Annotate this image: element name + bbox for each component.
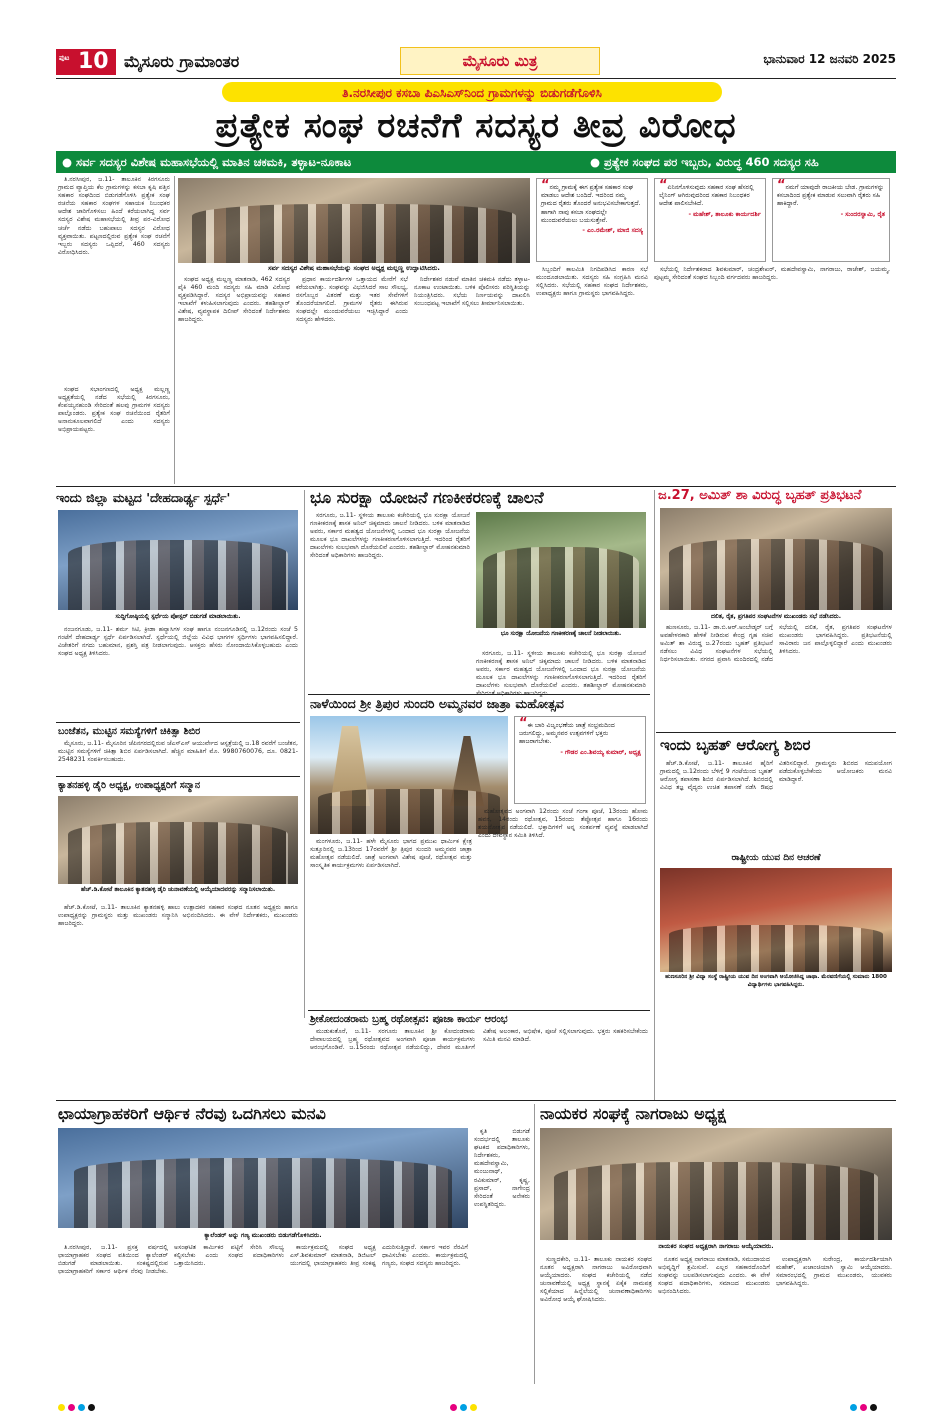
kyathanahalli-body-text: ಹೆಚ್.ಡಿ.ಕೋಟೆ, ಜ.11- ತಾಲೂಕಿನ ಕ್ಯಾತನಹಳ್ಳಿ ಹಾಲು ಉತ್ಪಾದಕರ ಸಹಕಾರ ಸಂಘದ ನೂತನ ಅಧ್ಯಕ್ಷರು ಹಾಗೂ ಉಪಾಧ್ಯಕ್ಷರನ್ನು ಗ್ರಾಮಸ್ಥರು ಮತ್ತು ಮುಖಂಡರು ಸನ್ಮಾನಿಸಿ ಅಭಿನಂದಿಸಿದರು. ಈ ವೇಳೆ ನಿರ್ದೇಶಕರು, ಮುಖಂಡರು ಹಾಜರಿದ್ದರು. <box>58 904 298 928</box>
nayaka-headline: ನಾಯಕರ ಸಂಘಕ್ಕೆ ನಾಗರಾಜು ಅಧ್ಯಕ್ಷ <box>540 1104 726 1123</box>
lead-quote-3-by: - ಸುಂದರಸ್ವಾಮಿ, ರೈತ <box>840 210 885 218</box>
lead-quote-3-text: ನಮಗೆ ಯಾವುದೇ ರಾಜಕೀಯ ಬೇಡ. ಗ್ರಾಮಗಳನ್ನು ಕಸಬಾದಿಂದ ಪ್ರತ್ಯೇಕ ಮಾಡುವ ಸಲುವಾಗಿ ರೈತರು ಸಹಿ ಹಾಕಿದ್ದಾರೆ. <box>777 184 884 208</box>
lead-body-3-text: ಸಂಘದ ಅಧ್ಯಕ್ಷ ಮಲ್ಲಣ್ಣ ಮಾತನಾಡಿ, 462 ಸದಸ್ಯರ ಪೈಕಿ 460 ಮಂದಿ ಸದಸ್ಯರು ಸಹಿ ಮಾಡಿ ವಿರೋಧ ವ್ಯಕ್ತಪಡಿಸಿದ್ದಾರೆ. ಸದಸ್ಯರ ಅಭಿಪ್ರಾಯವನ್ನು ಸಹಕಾರ ಇಲಾಖೆಗೆ ಕಳುಹಿಸಲಾಗುವುದು ಎಂದರು. ತಹಶೀಲ್ದಾರ್ ವಿಶೇಷ, ವ್ಯವಸ್ಥಾಪಕ ದಿಲೀಪ್ ಸೇರಿದಂತೆ ನಿರ್ದೇಶಕರು ಹಾಜರಿದ್ದರು. <box>178 276 290 324</box>
lead-body-7-text: ಸಭೆಯಲ್ಲಿ ನಿರ್ದೇಶಕರಾದ ಶಿವಕುಮಾರ್, ಚಂದ್ರಶೇಖರ್, ಮಹದೇವಸ್ವಾಮಿ, ನಾಗರಾಜು, ರಾಜೇಶ್, ಜಯಮ್ಮ, ಪುಟ್ಟಮ್ಮ ಸೇರಿದಂತೆ ಸಂಘದ ಸಿಬ್ಬಂದಿ ವರ್ಗದವರು ಹಾಜರಿದ್ದರು. <box>654 266 890 282</box>
shrikodandarama-body-text: ಮುಡುಕುತೊರೆ, ಜ.11- ಸರಗೂರು ತಾಲೂಕಿನ ಶ್ರೀ ಕೋದಂಡರಾಮ ದೇವಾಲಯದಲ್ಲಿ ಬ್ರಹ್ಮ ರಥೋತ್ಸವದ ಅಂಗವಾಗಿ ಪೂಜಾ ಕಾರ್ಯಕ್ರಮಗಳು ಆರಂಭಗೊಂಡಿವೆ. ಜ.15ರಂದು ರಥೋತ್ಸವ ನಡೆಯಲಿದ್ದು, ದೇವರ ಮೂರ್ತಿಗೆ ವಿಶೇಷ ಅಲಂಕಾರ, ಅಭಿಷೇಕ, ಪೂಜೆ ಸಲ್ಲಿಸಲಾಗುವುದು. ಭಕ್ತರು ಸಹಕರಿಸಬೇಕೆಂದು ಸಮಿತಿ ಮನವಿ ಮಾಡಿದೆ. <box>310 1028 648 1052</box>
photographer-body-1-text: ತಿ.ನರಸೀಪುರ, ಜ.11- ಪ್ರಸಕ್ತ ವರ್ಷದಲ್ಲಿ ಛಾಯಾಗ್ರಾಹಕರ ಸಂಘದ ವತಿಯಿಂದ ಕ್ಯಾಲೆಂಡರ್ ಬಿಡುಗಡೆ ಮಾಡಲಾಯಿತು. ಸಂಕಷ್ಟದಲ್ಲಿರುವ ಛಾಯಾಗ್ರಾಹಕರಿಗೆ ಸರ್ಕಾರ ಆರ್ಥಿಕ ನೆರವು ನೀಡಬೇಕು. ಅಸಂಘಟಿತ ಕಾರ್ಮಿಕರ ಪಟ್ಟಿಗೆ ಸೇರಿಸಿ ಸೌಲಭ್ಯ ಕಲ್ಪಿಸಬೇಕು ಎಂದು ಸಂಘದ ಪದಾಧಿಕಾರಿಗಳು ಒತ್ತಾಯಿಸಿದರು. <box>58 1244 284 1276</box>
page-number-box <box>56 49 116 75</box>
section-rule <box>56 722 300 723</box>
arogya-body-text: ಹೆಚ್.ಡಿ.ಕೋಟೆ, ಜ.11- ತಾಲೂಕಿನ ಹೈರಿಗೆ ಗ್ರಾಮದಲ್ಲಿ ಜ.12ರಂದು ಬೆಳಿಗ್ಗೆ 9 ಗಂಟೆಯಿಂದ ಬೃಹತ್ ಆರೋಗ್ಯ ತಪಾಸಣಾ ಶಿಬಿರ ಏರ್ಪಡಿಸಲಾಗಿದೆ. ಶಿಬಿರದಲ್ಲಿ ವಿವಿಧ ತಜ್ಞ ವೈದ್ಯರು ಉಚಿತ ತಪಾಸಣೆ ನಡೆಸಿ ಔಷಧ ವಿತರಿಸಲಿದ್ದಾರೆ. ಗ್ರಾಮಸ್ಥರು ಶಿಬಿರದ ಸದುಪಯೋಗ ಪಡೆದುಕೊಳ್ಳಬೇಕೆಂದು ಆಯೋಜಕರು ಮನವಿ ಮಾಡಿದ್ದಾರೆ. <box>660 760 892 792</box>
nayaka-photo-people <box>554 1162 878 1240</box>
dehadardhya-photo <box>58 510 298 610</box>
lead-body-4 <box>296 276 408 484</box>
lead-quote-3 <box>772 178 890 262</box>
masthead <box>56 46 896 78</box>
quote-mark-icon: “ <box>777 178 786 193</box>
kyathanahalli-body <box>58 904 298 1016</box>
kyathanahalli-photo-people <box>68 822 289 884</box>
lead-quote-1-by: - ಎಂ.ರಮೇಶ್, ಮಾಜಿ ಸದಸ್ಯ <box>582 227 643 235</box>
bhusuraksha-photo-people <box>483 547 639 628</box>
page-number: 10 <box>78 49 109 74</box>
column-divider <box>174 176 175 484</box>
nayaka-photo <box>540 1128 892 1240</box>
lead-quote-1-text: ನಮ್ಮ ಗ್ರಾಮಕ್ಕೆ ಈಗ ಪ್ರತ್ಯೇಕ ಸಹಕಾರ ಸಂಘ ಮಾಡಲು ಆದೇಶ ಬಂದಿದೆ. ಇದರಿಂದ ನಮ್ಮ ಗ್ರಾಮದ ರೈತರು ತೊಂದರೆ ಅನುಭವಿಸಬೇಕಾಗುತ್ತದೆ. ಹಾಗಾಗಿ ನಾವು ಕಸಬಾ ಸಂಘದಲ್ಲೇ ಮುಂದುವರೆಯಲು ಬಯಸುತ್ತೇವೆ. <box>541 184 641 224</box>
shrikodandarama-headline: ಶ್ರೀಕೋದಂಡರಾಮ ಬ್ರಹ್ಮ ರಥೋತ್ಸವ: ಪೂಜಾ ಕಾರ್ಯ ಆರಂಭ <box>310 1014 508 1025</box>
nayaka-caption: ನಾಯಕರ ಸಂಘದ ಅಧ್ಯಕ್ಷರಾಗಿ ನಾಗರಾಜು ಆಯ್ಕೆಯಾದರು. <box>658 1243 774 1250</box>
shrikodandarama-body <box>310 1028 648 1098</box>
column-divider <box>654 490 655 1100</box>
chikitsa-headline: ಬಂಜೆತನ, ಮುಟ್ಟಿನ ಸಮಸ್ಯೆಗಳಿಗೆ ಚಿಕಿತ್ಸಾ ಶಿಬಿರ <box>58 726 201 737</box>
shah-body <box>660 624 892 728</box>
shah-body-text: ಹುಣಸೂರು, ಜ.11- ಡಾ.ಬಿ.ಆರ್.ಅಂಬೇಡ್ಕರ್ ಬಗ್ಗೆ ಅವಹೇಳನಕಾರಿ ಹೇಳಿಕೆ ನೀಡಿರುವ ಕೇಂದ್ರ ಗೃಹ ಸಚಿವ ಅಮಿತ್ ಶಾ ವಿರುದ್ಧ ಜ.27ರಂದು ಬೃಹತ್ ಪ್ರತಿಭಟನೆ ನಡೆಸಲು ವಿವಿಧ ಸಂಘಟನೆಗಳ ಸಭೆಯಲ್ಲಿ ನಿರ್ಧರಿಸಲಾಯಿತು. ನಗರದ ಪ್ರವಾಸಿ ಮಂದಿರದಲ್ಲಿ ನಡೆದ ಸಭೆಯಲ್ಲಿ ದಲಿತ, ರೈತ, ಪ್ರಗತಿಪರ ಸಂಘಟನೆಗಳ ಮುಖಂಡರು ಭಾಗವಹಿಸಿದ್ದರು. ಪ್ರತಿಭಟನೆಯಲ್ಲಿ ಸಾವಿರಾರು ಜನ ಪಾಲ್ಗೊಳ್ಳಲಿದ್ದಾರೆ ಎಂದು ಮುಖಂಡರು ತಿಳಿಸಿದರು. <box>660 624 892 664</box>
lead-body-1-text: ತಿ.ನರಸೀಪುರ, ಜ.11- ತಾಲೂಕಿನ ಕಿರಗಸೂರು ಗ್ರಾಮದ ವ್ಯಾಪ್ತಿಯ ಕೆಲ ಗ್ರಾಮಗಳನ್ನು ಕಸಬಾ ಕೃಷಿ ಪತ್ತಿನ ಸಹಕಾರ ಸಂಘದಿಂದ ಬಿಡುಗಡೆಗೊಳಿಸಿ ಪ್ರತ್ಯೇಕ ಸಂಘ ರಚನೆಯ ಸಹಕಾರ ಸಂಘಗಳ ಸಹಾಯಕ ನಿಬಂಧಕರ ಆದೇಶ ಜಾರಿಗೊಳಿಸಲು ಹಿಂದೆ ಕರೆಯಲಾಗಿದ್ದ ಸರ್ವ ಸದಸ್ಯರ ವಿಶೇಷ ಮಹಾಸಭೆಯಲ್ಲಿ ತೀವ್ರ ಪರ-ವಿರೋಧ ಚರ್ಚೆ ನಡೆದು ಬಹುಪಾಲು ಸದಸ್ಯರ ವಿರೋಧ ವ್ಯಕ್ತವಾಯಿತು. ಪಟ್ಟಣದಲ್ಲಿರುವ ಪ್ರತ್ಯೇಕ ಸಂಘ ರಚನೆಗೆ ಇಬ್ಬರು ಸದಸ್ಯರು ಒಪ್ಪಿದರೆ, 460 ಸದಸ್ಯರು ವಿರೋಧಿಸಿದರು. <box>58 176 170 256</box>
strap-bullet-icon: ● <box>590 155 601 169</box>
yuvadina-photo <box>660 868 892 972</box>
tripura-body-2 <box>478 808 648 1008</box>
registration-marks-center <box>450 1396 480 1415</box>
quote-mark-icon: “ <box>519 716 528 731</box>
tripura-quote-text: ಈ ಬಾರಿ ವಿಜೃಂಭಣೆಯ ಜಾತ್ರೆ ಸಂಭ್ರಮದಿಂದ ಜರುಗಲಿದ್ದು, ಅಮ್ಮನವರ ಉತ್ಸವಗಳಿಗೆ ಭಕ್ತರು ಹಾಜರಾಗಬೇಕು. <box>519 722 615 746</box>
lead-photo <box>178 178 530 263</box>
shah-photo <box>660 508 892 610</box>
quote-mark-icon: “ <box>541 178 550 193</box>
kyathanahalli-headline: ಕ್ಯಾತನಹಳ್ಳಿ ಡೈರಿ ಅಧ್ಯಕ್ಷ, ಉಪಾಧ್ಯಕ್ಷರಿಗೆ ಸನ್ಮಾನ <box>58 780 200 791</box>
lead-body-6 <box>536 266 648 484</box>
photographer-body-3-text: ಕೃತಿ ಬಿಡುಗಡೆ ಸಂದರ್ಭದಲ್ಲಿ ತಾಲೂಕು ಘಟಕದ ಪದಾಧಿಕಾರಿಗಳು, ನಿರ್ದೇಶಕರು, ಮಹದೇವಸ್ವಾಮಿ, ಮಂಜುನಾಥ್, ರವಿಕುಮಾರ್, ಕೃಷ್ಣ, ಪ್ರಸಾದ್, ನಾಗೇಂದ್ರ ಸೇರಿದಂತೆ ಅನೇಕರು ಉಪಸ್ಥಿತರಿದ್ದರು. <box>474 1128 530 1208</box>
bhusuraksha-headline: ಭೂ ಸುರಕ್ಷಾ ಯೋಜನೆ ಗಣಕೀಕರಣಕ್ಕೆ ಚಾಲನೆ <box>310 488 544 507</box>
nayaka-body-1 <box>540 1256 652 1382</box>
lead-body-2-text: ಸಂಘದ ಸಭಾಂಗಣದಲ್ಲಿ ಅಧ್ಯಕ್ಷ ಮಲ್ಲಣ್ಣ ಅಧ್ಯಕ್ಷತೆಯಲ್ಲಿ ನಡೆದ ಸಭೆಯಲ್ಲಿ ಕಿರಗಸೂರು, ಕೆಂಪಯ್ಯನಹುಂಡಿ ಸೇರಿದಂತೆ ಹಲವು ಗ್ರಾಮಗಳ ಸದಸ್ಯರು ಪಾಲ್ಗೊಂಡರು. ಪ್ರತ್ಯೇಕ ಸಂಘ ರಚನೆಯಿಂದ ರೈತರಿಗೆ ಅನಾನುಕೂಲವಾಗಲಿದೆ ಎಂದು ಸದಸ್ಯರು ಅಭಿಪ್ರಾಯಪಟ್ಟರು. <box>58 386 170 434</box>
section-name: ಮೈಸೂರು ಗ್ರಾಮಾಂತರ <box>124 52 240 71</box>
dehadardhya-headline: ಇಂದು ಜಿಲ್ಲಾ ಮಟ್ಟದ 'ದೇಹದಾರ್ಢ್ಯ ಸ್ಪರ್ಧೆ' <box>56 490 231 505</box>
lead-quote-2-text: ಏನಿನಗೊಳಿಸುವುದು ಸಹಕಾರ ಸಂಘ ಹೆಸರಲ್ಲಿ ಲೈನಿಂಗ್ ಆಗಿರುವುದರಿಂದ ಸಹಕಾರ ನಿಬಂಧಕರ ಆದೇಶ ಪಾಲಿಸಬೇಕಿದೆ. <box>659 184 754 208</box>
section-rule <box>56 1100 896 1101</box>
photographer-body-1 <box>58 1244 284 1382</box>
dehadardhya-caption: ಸುದ್ದಿಗೋಷ್ಠಿಯಲ್ಲಿ ಸ್ಪರ್ಧೆಯ ಪೋಸ್ಟರ್ ಬಿಡುಗಡೆ ಮಾಡಲಾಯಿತು. <box>115 613 241 620</box>
section-rule <box>56 776 300 777</box>
lead-body-5 <box>414 276 530 484</box>
nayaka-body-2 <box>658 1256 770 1382</box>
dehadardhya-body <box>58 626 298 722</box>
bhusuraksha-caption: ಭೂ ಸುರಕ್ಷಾ ಯೋಜನೆಯ ಗಣಕೀಕರಣಕ್ಕೆ ಚಾಲನೆ ನೀಡಲಾಯಿತು. <box>500 631 622 637</box>
chikitsa-body <box>58 740 298 774</box>
lead-strap-1: ಸರ್ವ ಸದಸ್ಯರ ವಿಶೇಷ ಮಹಾಸಭೆಯಲ್ಲಿ ಮಾತಿನ ಚಕಮಕಿ, ತಳ್ಳಾಟ-ನೂಕಾಟ <box>76 155 352 169</box>
photographer-body-2-text: ಕಾರ್ಯಕ್ರಮದಲ್ಲಿ ಸಂಘದ ಅಧ್ಯಕ್ಷ ಎಸ್.ಶಿವಕುಮಾರ್ ಮಾತನಾಡಿ, ಡಿಜಿಟಲ್ ಯುಗದಲ್ಲಿ ಛಾಯಾಗ್ರಾಹಕರು ತೀವ್ರ ಸಂಕಷ್ಟ ಎದುರಿಸುತ್ತಿದ್ದಾರೆ. ಸರ್ಕಾರ ಇವರ ನೆರವಿಗೆ ಧಾವಿಸಬೇಕು ಎಂದರು. ಕಾರ್ಯಕ್ರಮದಲ್ಲಿ ಗಣ್ಯರು, ಸಂಘದ ಸದಸ್ಯರು ಹಾಜರಿದ್ದರು. <box>290 1244 468 1268</box>
quote-mark-icon: “ <box>659 178 668 193</box>
section-rule <box>308 694 650 695</box>
lead-body-7 <box>654 266 890 484</box>
strap-bullet-icon: ● <box>62 155 73 169</box>
lead-body-5-text: ನಿರ್ದೇಶಕರ ನಡುವೆ ಮಾತಿನ ಚಕಮಕಿ ನಡೆದು ತಳ್ಳಾಟ-ನೂಕಾಟ ಉಂಟಾಯಿತು. ಬಳಿಕ ಪೊಲೀಸರು ಪರಿಸ್ಥಿತಿಯನ್ನು ನಿಯಂತ್ರಿಸಿದರು. ಸಭೆಯ ನಿರ್ಣಯವನ್ನು ದಾಖಲಿಸಿ ಸಂಬಂಧಪಟ್ಟ ಇಲಾಖೆಗೆ ಸಲ್ಲಿಸಲು ತೀರ್ಮಾನಿಸಲಾಯಿತು. <box>414 276 530 308</box>
arogya-subhead: ರಾಷ್ಟ್ರೀಯ ಯುವ ದಿನ ಆಚರಣೆ <box>731 853 821 863</box>
photographer-body-2 <box>290 1244 468 1382</box>
lead-body-4-text: ಪ್ರಧಾನ ಕಾರ್ಯದರ್ಶಿಗಳ ಒತ್ತಾಯದ ಮೇರೆಗೆ ಸಭೆ ಕರೆಯಲಾಗಿತ್ತು. ಸಂಘವನ್ನು ವಿಭಜಿಸಿದರೆ ಸಾಲ ಸೌಲಭ್ಯ, ರಸಗೊಬ್ಬರ ವಿತರಣೆ ಮತ್ತು ಇತರ ಸೇವೆಗಳಿಗೆ ತೊಂದರೆಯಾಗಲಿದೆ. ಗ್ರಾಮಗಳ ರೈತರು ಈಗಿರುವ ಸಂಘದಲ್ಲೇ ಮುಂದುವರೆಯಲು ಇಚ್ಛಿಸಿದ್ದಾರೆ ಎಂದು ಸದಸ್ಯರು ಹೇಳಿದರು. <box>296 276 408 324</box>
masthead-rule <box>56 78 896 79</box>
tripura-body-1-text: ಮಂಗಳೂರು, ಜ.11- ಹಳೇ ಮೈಸೂರು ಭಾಗದ ಪ್ರಮುಖ ಧಾರ್ಮಿಕ ಕ್ಷೇತ್ರ ಸುತ್ತೂರಿನಲ್ಲಿ ಜ.13ರಿಂದ 17ರವರೆಗೆ ಶ್ರೀ ತ್ರಿಪುರ ಸುಂದರಿ ಅಮ್ಮನವರ ಜಾತ್ರಾ ಮಹೋತ್ಸವ ನಡೆಯಲಿದೆ. ಜಾತ್ರೆ ಅಂಗವಾಗಿ ವಿಶೇಷ ಪೂಜೆ, ರಥೋತ್ಸವ ಮತ್ತು ಸಾಂಸ್ಕೃತಿಕ ಕಾರ್ಯಕ್ರಮಗಳು ಏರ್ಪಡಿಸಲಾಗಿದೆ. <box>310 838 472 870</box>
arogya-body <box>660 760 892 850</box>
photographer-photo-people <box>74 1158 451 1228</box>
column-divider <box>304 490 305 1018</box>
photographer-body-3 <box>474 1128 530 1382</box>
dehadardhya-photo-people <box>68 540 289 610</box>
nayaka-body-3 <box>776 1256 892 1382</box>
bhusuraksha-body-text: ಸರಗೂರು, ಜ.11- ಸ್ಥಳೀಯ ತಾಲೂಕು ಕಚೇರಿಯಲ್ಲಿ ಭೂ ಸುರಕ್ಷಾ ಯೋಜನೆ ಗಣಕೀಕರಣಕ್ಕೆ ಶಾಸಕ ಅನಿಲ್ ಚಿಕ್ಕಮಾದು ಚಾಲನೆ ನೀಡಿದರು. ಬಳಿಕ ಮಾತನಾಡಿದ ಅವರು, ಸರ್ಕಾರ ಮಹತ್ವದ ಯೋಜನೆಗಳಲ್ಲಿ ಒಂದಾದ ಭೂ ಸುರಕ್ಷಾ ಯೋಜನೆಯ ಮೂಲಕ ಭೂ ದಾಖಲೆಗಳನ್ನು ಗಣಕೀಕರಣಗೊಳಿಸಲಾಗುತ್ತಿದೆ. ಇದರಿಂದ ರೈತರಿಗೆ ದಾಖಲೆಗಳು ಸುಲಭವಾಗಿ ದೊರೆಯಲಿವೆ ಎಂದರು. ತಹಶೀಲ್ದಾರ್ ಮೋಹನಕುಮಾರಿ ಸೇರಿದಂತೆ ಅಧಿಕಾರಿಗಳು ಹಾಜರಿದ್ದರು. <box>310 512 470 560</box>
yuvadina-caption: ಹುಣಸೂರಿನ ಶ್ರೀ ವಿದ್ಯಾ ಸಂಸ್ಥೆ ರಾಷ್ಟ್ರೀಯ ಯುವ ದಿನ ಅಂಗವಾಗಿ ಆಯೋಜಿಸಿದ್ದ ಜಾಥಾ. ಮೆರವಣಿಗೆಯಲ್ಲಿ ಸುಮಾರು 1800 ವಿದ್ಯಾರ್ಥಿಗಳು ಭಾಗವಹಿಸಿದ್ದರು. <box>665 974 887 988</box>
shah-headline: ಜ.27, ಅಮಿತ್ ಶಾ ವಿರುದ್ಧ ಬೃಹತ್ ಪ್ರತಿಭಟನೆ <box>658 488 862 503</box>
lead-strap-2: ಪ್ರತ್ಯೇಕ ಸಂಘದ ಪರ ಇಬ್ಬರು, ವಿರುದ್ಧ 460 ಸದಸ್ಯರ ಸಹಿ <box>604 155 819 169</box>
paper-name: ಮೈಸೂರು ಮಿತ್ರ <box>400 47 600 75</box>
lead-quote-2-by: - ಮಹೇಶ್, ತಾಲೂಕು ಕಾರ್ಯದರ್ಶಿ <box>688 210 761 218</box>
lead-strap-bar <box>56 151 896 173</box>
nayaka-body-2-text: ನೂತನ ಅಧ್ಯಕ್ಷ ನಾಗರಾಜು ಮಾತನಾಡಿ, ಸಮುದಾಯದ ಅಭಿವೃದ್ಧಿಗೆ ಶ್ರಮಿಸುವೆ. ಎಲ್ಲರ ಸಹಕಾರದೊಂದಿಗೆ ಸಂಘವನ್ನು ಬಲಪಡಿಸಲಾಗುವುದು ಎಂದರು. ಈ ವೇಳೆ ಸಂಘದ ಪದಾಧಿಕಾರಿಗಳು, ಸಮಾಜದ ಮುಖಂಡರು ಅಭಿನಂದಿಸಿದರು. <box>658 1256 770 1296</box>
lead-quote-2 <box>654 178 766 262</box>
lead-body-1 <box>58 176 170 384</box>
photographer-caption: ಕ್ಯಾಲೆಂಡರ್ ಅನ್ನು ಗಣ್ಯ ಮುಖಂಡರು ಬಿಡುಗಡೆಗೊಳಿಸಿದರು. <box>204 1232 322 1239</box>
registration-marks-left <box>58 1396 98 1415</box>
page-label: ಪುಟ <box>59 54 70 62</box>
column-divider <box>534 1104 535 1384</box>
tripura-headline: ನಾಳೆಯಿಂದ ಶ್ರೀ ತ್ರಿಪುರ ಸುಂದರಿ ಅಮ್ಮನವರ ಜಾತ್ರಾ ಮಹೋತ್ಸವ <box>310 696 564 711</box>
lead-photo-people <box>192 204 516 264</box>
chikitsa-body-text: ಮೈಸೂರು, ಜ.11- ಮೈಸೂರಿನ ಜೆಪಿನಗರದಲ್ಲಿರುವ ಜೆಎಸ್ಎಸ್ ಆಯುರ್ವೇದ ಆಸ್ಪತ್ರೆಯಲ್ಲಿ ಜ.18 ರವರೆಗೆ ಬಂಜೆತನ, ಮುಟ್ಟಿನ ಸಮಸ್ಯೆಗಳಿಗೆ ಚಿಕಿತ್ಸಾ ಶಿಬಿರ ಏರ್ಪಡಿಸಲಾಗಿದೆ. ಹೆಚ್ಚಿನ ಮಾಹಿತಿಗೆ ಮೊ. 9980760076, ದೂ. 0821-2548231 ಸಂಪರ್ಕಿಸಬಹುದು. <box>58 740 298 764</box>
bhusuraksha-photo <box>476 512 646 628</box>
photographer-photo <box>58 1128 468 1228</box>
lead-kicker-text: ತಿ.ನರಸೀಪುರ ಕಸಬಾ ಪಿಎಸಿಎಸ್‌ನಿಂದ ಗ್ರಾಮಗಳನ್ನು ಬಿಡುಗಡೆಗೊಳಿಸಿ <box>342 86 602 100</box>
section-rule <box>308 1010 650 1011</box>
section-rule <box>656 732 896 733</box>
nayaka-body-1-text: ಸುಣ್ಣದಕೇರಿ, ಜ.11- ತಾಲೂಕು ನಾಯಕರ ಸಂಘದ ನೂತನ ಅಧ್ಯಕ್ಷರಾಗಿ ನಾಗರಾಜು ಅವಿರೋಧವಾಗಿ ಆಯ್ಕೆಯಾದರು. ಸಂಘದ ಕಚೇರಿಯಲ್ಲಿ ನಡೆದ ಚುನಾವಣೆಯಲ್ಲಿ ಅಧ್ಯಕ್ಷ ಸ್ಥಾನಕ್ಕೆ ಏಕೈಕ ನಾಮಪತ್ರ ಸಲ್ಲಿಕೆಯಾದ ಹಿನ್ನೆಲೆಯಲ್ಲಿ ಚುನಾವಣಾಧಿಕಾರಿಗಳು ಅವಿರೋಧ ಆಯ್ಕೆ ಘೋಷಿಸಿದರು. <box>540 1256 652 1304</box>
tripura-body-2-text: ಮಹೋತ್ಸವದ ಅಂಗವಾಗಿ 12ರಂದು ಸಂಜೆ ಗಂಗಾ ಪೂಜೆ, 13ರಂದು ಹೋಮ ಹವನ, 14ರಂದು ರಥೋತ್ಸವ, 15ರಂದು ತೆಪ್ಪೋತ್ಸವ ಹಾಗೂ 16ರಂದು ಶಯನೋತ್ಸವ ನಡೆಯಲಿದೆ. ಭಕ್ತಾದಿಗಳಿಗೆ ಅನ್ನ ಸಂತರ್ಪಣೆ ವ್ಯವಸ್ಥೆ ಮಾಡಲಾಗಿದೆ ಎಂದು ದೇವಸ್ಥಾನ ಸಮಿತಿ ತಿಳಿಸಿದೆ. <box>478 808 648 840</box>
lead-quote-1 <box>536 178 648 262</box>
bhusuraksha-body-2-text: ಸರಗೂರು, ಜ.11- ಸ್ಥಳೀಯ ತಾಲೂಕು ಕಚೇರಿಯಲ್ಲಿ ಭೂ ಸುರಕ್ಷಾ ಯೋಜನೆ ಗಣಕೀಕರಣಕ್ಕೆ ಶಾಸಕ ಅನಿಲ್ ಚಿಕ್ಕಮಾದು ಚಾಲನೆ ನೀಡಿದರು. ಬಳಿಕ ಮಾತನಾಡಿದ ಅವರು, ಸರ್ಕಾರ ಮಹತ್ವದ ಯೋಜನೆಗಳಲ್ಲಿ ಒಂದಾದ ಭೂ ಸುರಕ್ಷಾ ಯೋಜನೆಯ ಮೂಲಕ ಭೂ ದಾಖಲೆಗಳನ್ನು ಗಣಕೀಕರಣಗೊಳಿಸಲಾಗುತ್ತಿದೆ. ಇದರಿಂದ ರೈತರಿಗೆ ದಾಖಲೆಗಳು ಸುಲಭವಾಗಿ ದೊರೆಯಲಿವೆ ಎಂದರು. ತಹಶೀಲ್ದಾರ್ ಮೋಹನಕುಮಾರಿ <box>476 650 646 690</box>
tripura-photo-crowd <box>318 789 500 834</box>
bhusuraksha-body-2 <box>476 650 646 692</box>
dehadardhya-body-text: ನಂಜನಗೂಡು, ಜ.11- ಶರ್ಮ ಸಿಟಿ, ಕ್ರೀಡಾ ಹವ್ಯಾಸಿಗಳ ಸಂಘ ಹಾಗೂ ನಂಜನಗೂಡಿನಲ್ಲಿ ಜ.12ರಂದು ಸಂಜೆ 5 ಗಂಟೆಗೆ ದೇಹದಾರ್ಢ್ಯ ಸ್ಪರ್ಧೆ ಏರ್ಪಡಿಸಲಾಗಿದೆ. ಸ್ಪರ್ಧೆಯಲ್ಲಿ ಜಿಲ್ಲೆಯ ವಿವಿಧ ಭಾಗಗಳ ಸ್ಪರ್ಧಿಗಳು ಭಾಗವಹಿಸಲಿದ್ದಾರೆ. ವಿಜೇತರಿಗೆ ನಗದು ಬಹುಮಾನ, ಪ್ರಶಸ್ತಿ ಪತ್ರ ನೀಡಲಾಗುವುದು. ಆಸಕ್ತರು ಹೆಸರು ನೋಂದಾಯಿಸಿಕೊಳ್ಳಬಹುದು ಎಂದು ಸಂಘದ ಅಧ್ಯಕ್ಷ ತಿಳಿಸಿದರು. <box>58 626 298 658</box>
lead-headline: ಪ್ರತ್ಯೇಕ ಸಂಘ ರಚನೆಗೆ ಸದಸ್ಯರ ತೀವ್ರ ವಿರೋಧ <box>215 106 737 146</box>
yuvadina-photo-people <box>669 925 882 972</box>
tripura-quote <box>514 716 646 804</box>
issue-date: ಭಾನುವಾರ 12 ಜನವರಿ 2025 <box>763 52 896 66</box>
lead-body-6-text: ಸಿಬ್ಬಂದಿಗೆ ಕಾಲಮಿತಿ ನಿಗದಿಪಡಿಸಿದ ಕಾರಣ ಸಭೆ ಮುಂದೂಡಲಾಯಿತು. ಸದಸ್ಯರು ಸಹಿ ಸಂಗ್ರಹಿಸಿ ಮನವಿ ಸಲ್ಲಿಸಿದರು. ಸಭೆಯಲ್ಲಿ ಸಹಕಾರ ಸಂಘದ ನಿರ್ದೇಶಕರು, ಉಪಾಧ್ಯಕ್ಷರು ಹಾಗೂ ಗ್ರಾಮಸ್ಥರು ಭಾಗವಹಿಸಿದ್ದರು. <box>536 266 648 298</box>
photographer-headline: ಛಾಯಾಗ್ರಾಹಕರಿಗೆ ಆರ್ಥಿಕ ನೆರವು ಒದಗಿಸಲು ಮನವಿ <box>58 1104 326 1123</box>
kyathanahalli-caption: ಹೆಚ್.ಡಿ.ಕೋಟೆ ತಾಲೂಕಿನ ಕ್ಯಾತನಹಳ್ಳಿ ಡೈರಿ ಚುನಾವಣೆಯಲ್ಲಿ ಆಯ್ಕೆಯಾದವರನ್ನು ಸನ್ಮಾನಿಸಲಾಯಿತು. <box>80 886 276 893</box>
lead-kicker <box>222 82 722 102</box>
tripura-body-1 <box>310 838 472 1008</box>
shah-photo-people <box>669 539 882 610</box>
nayaka-body-3-text: ಉಪಾಧ್ಯಕ್ಷರಾಗಿ ಸುರೇಂದ್ರ, ಕಾರ್ಯದರ್ಶಿಯಾಗಿ ಮಹೇಶ್, ಖಜಾಂಚಿಯಾಗಿ ಸ್ವಾಮಿ ಆಯ್ಕೆಯಾದರು. ಸಮಾರಂಭದಲ್ಲಿ ಗ್ರಾಮದ ಮುಖಂಡರು, ಯುವಕರು ಭಾಗವಹಿಸಿದ್ದರು. <box>776 1256 892 1288</box>
bhusuraksha-body <box>310 512 470 692</box>
lead-photo-caption: ಸರ್ವ ಸದಸ್ಯರ ವಿಶೇಷ ಮಹಾಸಭೆಯನ್ನು ಸಂಘದ ಅಧ್ಯಕ್ಷ ಮಲ್ಲಣ್ಣ ಉದ್ಘಾಟಿಸಿದರು. <box>268 264 440 272</box>
tripura-quote-by: - ಗೌಡರ ಎಂ.ಶಿವಯ್ಯ ಕುಮಾರ್, ಅಧ್ಯಕ್ಷ <box>560 748 641 756</box>
section-rule <box>56 486 896 487</box>
arogya-headline: ಇಂದು ಬೃಹತ್ ಆರೋಗ್ಯ ಶಿಬಿರ <box>660 736 811 754</box>
registration-marks-right <box>850 1396 880 1415</box>
lead-body-2 <box>58 386 170 484</box>
kyathanahalli-photo <box>58 796 298 884</box>
shah-caption: ದಲಿತ, ರೈತ, ಪ್ರಗತಿಪರ ಸಂಘಟನೆಗಳ ಮುಖಂಡರು ಸಭೆ ನಡೆಸಿದರು. <box>711 613 841 620</box>
lead-body-3 <box>178 276 290 484</box>
